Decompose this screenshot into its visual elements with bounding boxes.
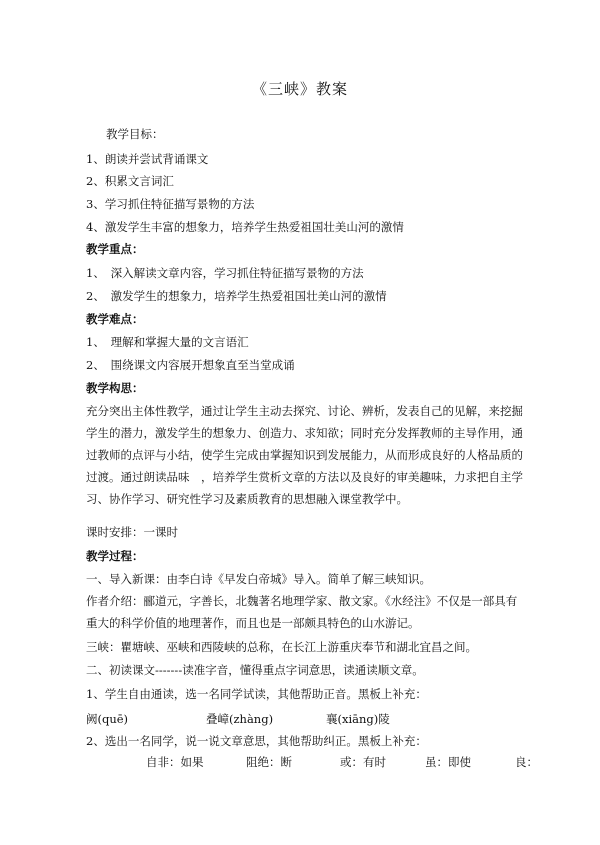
vocab-item: 自非：如果	[146, 755, 204, 769]
paragraph-line: 学生的潜力，激发学生的想象力、创造力、求知欲；同时充分发挥教师的主导作用，通	[86, 426, 523, 440]
vocab-row	[0, 754, 600, 770]
paragraph-line: 重大的科学价值的地理著作，而且也是一部颇具特色的山水游记。	[86, 616, 420, 630]
step-2-heading: 二、初读课文-------读准字音，懂得重点字词意思，读通读顺文章。	[86, 663, 424, 677]
objective-item: 2、积累文言词汇	[86, 174, 174, 188]
vocab-item: 良：	[515, 755, 538, 769]
paragraph-line: 过教师的点评与小结，使学生完成由掌握知识到发展能力，从而形成良好的人格品质的	[86, 448, 523, 462]
step-1-intro: 一、导入新课：由李白诗《早发白帝城》导入。简单了解三峡知识。	[86, 572, 431, 586]
design-paragraph	[86, 400, 523, 510]
keypoint-item: 1、 深入解读文章内容，学习抓住特征描写景物的方法	[86, 266, 364, 280]
page-title: 《三峡》教案	[251, 80, 348, 98]
step-2-2: 2、选出一名同学，说一说文章意思，其他帮助纠正。黑板上补充：	[86, 734, 427, 748]
paragraph-line: 习、协作学习、研究性学习及素质教育的思想融入课堂教学中。	[86, 492, 408, 506]
paragraph-line: 充分突出主体性教学，通过让学生主动去探究、讨论、辨析，发表自己的见解，来挖掘	[86, 404, 523, 418]
pinyin-item: 叠嶂(zhàng)	[206, 712, 274, 726]
paragraph-line: 作者介绍：郦道元，字善长，北魏著名地理学家、散文家。《水经注》不仅是一部具有	[86, 594, 518, 608]
paragraph-line: 过渡。通过朗读品味 ，培养学生赏析文章的方法以及良好的审美趣味，力求把自主学	[86, 470, 523, 484]
objective-item: 4、激发学生丰富的想象力，培养学生热爱祖国壮美山河的激情	[86, 220, 404, 234]
difficulties-heading: 教学难点：	[86, 312, 144, 326]
objectives-heading: 教学目标：	[106, 127, 164, 141]
difficulty-item: 1、 理解和掌握大量的文言语汇	[86, 335, 249, 349]
sanxia-note: 三峡：瞿塘峡、巫峡和西陵峡的总称，在长江上游重庆奉节和湖北宜昌之间。	[86, 640, 477, 654]
vocab-item: 阻绝：断	[246, 755, 292, 769]
keypoints-heading: 教学重点：	[86, 242, 144, 256]
vocab-item: 虽：即使	[425, 755, 471, 769]
design-heading: 教学构思：	[86, 381, 144, 395]
step-2-1: 1、学生自由通读，选一名同学试读，其他帮助正音。黑板上补充：	[86, 687, 427, 701]
difficulty-item: 2、 围绕课文内容展开想象直至当堂成诵	[86, 358, 295, 372]
vocab-item: 或：有时	[340, 755, 386, 769]
schedule-line: 课时安排：一课时	[86, 525, 178, 539]
objective-item: 3、学习抓住特征描写景物的方法	[86, 197, 255, 211]
author-paragraph	[86, 590, 518, 634]
pinyin-item: 阙(quē)	[86, 712, 129, 726]
objective-item: 1、朗读并尝试背诵课文	[86, 152, 209, 166]
pinyin-row	[0, 711, 600, 727]
keypoint-item: 2、 激发学生的想象力，培养学生热爱祖国壮美山河的激情	[86, 289, 387, 303]
pinyin-item: 襄(xiāng)陵	[326, 712, 390, 726]
process-heading: 教学过程：	[86, 549, 144, 563]
